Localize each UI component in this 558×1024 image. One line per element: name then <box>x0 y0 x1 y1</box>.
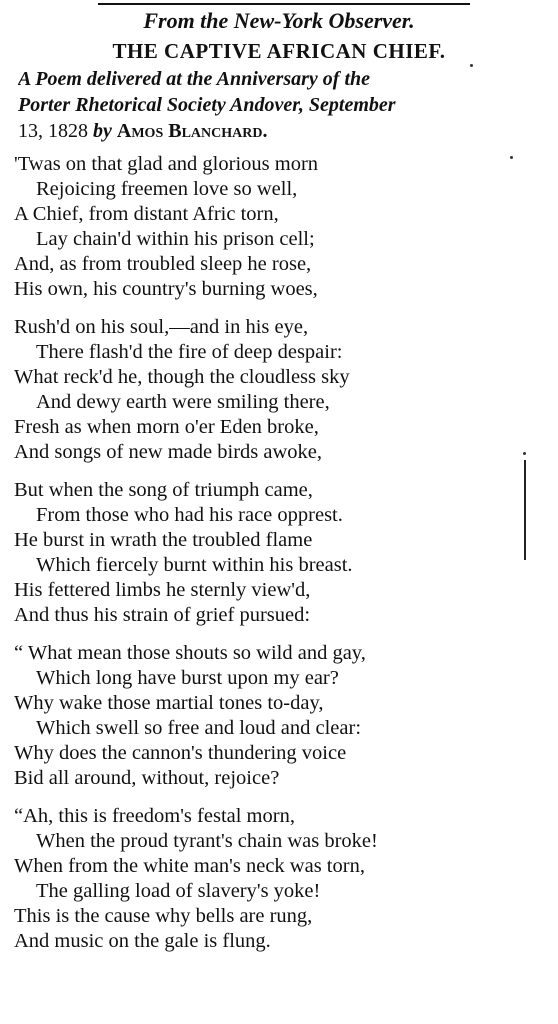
poem-body <box>14 152 544 967</box>
stanza-4 <box>14 641 544 791</box>
top-rule <box>98 3 470 5</box>
print-speck <box>510 156 513 159</box>
verse-line: And music on the gale is flung. <box>14 930 271 952</box>
verse-line: When from the white man's neck was torn, <box>14 855 365 877</box>
margin-mark <box>524 460 526 560</box>
verse-line: When the proud tyrant's chain was broke! <box>36 830 378 852</box>
intro-line-1: A Poem delivered at the Anniversary of the <box>18 68 371 90</box>
verse-line: “ What mean those shouts so wild and gay, <box>14 642 366 664</box>
verse-line: But when the song of triumph came, <box>14 479 313 501</box>
verse-line: “Ah, this is freedom's festal morn, <box>14 805 295 827</box>
stanza-2 <box>14 315 544 465</box>
poem-intro <box>18 66 558 144</box>
poem-title: THE CAPTIVE AFRICAN CHIEF. <box>112 39 446 63</box>
verse-line: He burst in wrath the troubled flame <box>14 529 313 551</box>
verse-line: And songs of new made birds awoke, <box>14 441 323 463</box>
verse-line: The galling load of slavery's yoke! <box>36 880 321 902</box>
verse-line: Why wake those martial tones to-day, <box>14 692 324 714</box>
stanza-3 <box>14 478 544 628</box>
verse-line: His fettered limbs he sternly view'd, <box>14 579 311 601</box>
stanza-1 <box>14 152 544 302</box>
verse-line: Bid all around, without, rejoice? <box>14 767 280 789</box>
verse-line: Which fiercely burnt within his breast. <box>36 554 353 576</box>
verse-line: And thus his strain of grief pursued: <box>14 604 311 626</box>
verse-line: And, as from troubled sleep he rose, <box>14 253 312 275</box>
verse-line: This is the cause why bells are rung, <box>14 905 313 927</box>
intro-line-3 <box>18 118 558 144</box>
verse-line: Which long have burst upon my ear? <box>36 667 339 689</box>
verse-line: Fresh as when morn o'er Eden broke, <box>14 416 319 438</box>
intro-date: 13, 1828 <box>18 120 88 142</box>
verse-line: 'Twas on that glad and glorious morn <box>14 153 319 175</box>
verse-line: Why does the cannon's thundering voice <box>14 742 347 764</box>
source-line: From the New-York Observer. <box>143 8 415 33</box>
verse-line: There flash'd the fire of deep despair: <box>36 341 343 363</box>
verse-line: And dewy earth were smiling there, <box>36 391 330 413</box>
verse-line: Rejoicing freemen love so well, <box>36 178 298 200</box>
intro-line-2: Porter Rhetorical Society Andover, September <box>18 94 396 116</box>
print-speck <box>523 452 526 455</box>
intro-author: Amos Blanchard. <box>116 120 268 142</box>
verse-line: Rush'd on his soul,—and in his eye, <box>14 316 309 338</box>
print-speck <box>470 64 473 67</box>
verse-line: What reck'd he, though the cloudless sky <box>14 366 350 388</box>
stanza-5 <box>14 804 544 954</box>
verse-line: A Chief, from distant Afric torn, <box>14 203 279 225</box>
verse-line: His own, his country's burning woes, <box>14 278 318 300</box>
intro-by: by <box>93 120 112 142</box>
verse-line: Lay chain'd within his prison cell; <box>36 228 315 250</box>
verse-line: Which swell so free and loud and clear: <box>36 717 362 739</box>
verse-line: From those who had his race opprest. <box>36 504 343 526</box>
